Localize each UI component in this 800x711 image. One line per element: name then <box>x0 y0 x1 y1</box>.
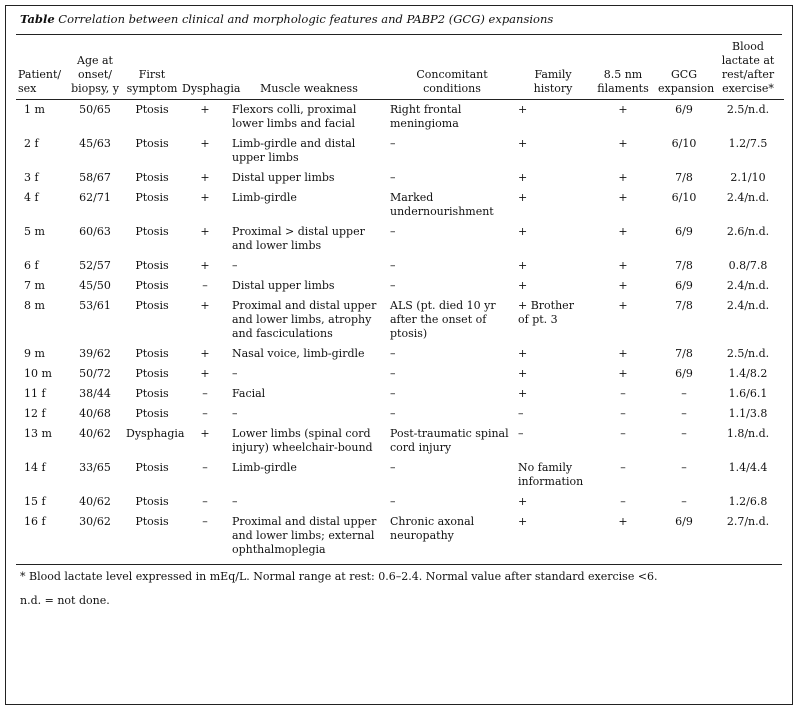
cell-concomitant-conditions: – <box>390 461 396 474</box>
header-line: exercise* <box>722 82 774 95</box>
cell-blood-lactate: 1.6/6.1 <box>728 387 768 400</box>
cell-gcg-expansion: – <box>681 495 687 508</box>
cell-filaments: – <box>620 461 626 474</box>
header-line: conditions <box>423 82 481 95</box>
cell-gcg-expansion: – <box>681 461 687 474</box>
header-line: expansion <box>658 82 715 95</box>
cell-concomitant-conditions: – <box>390 279 396 292</box>
cell-filaments: + <box>618 279 628 292</box>
header-line: sex <box>18 82 37 95</box>
cell-patient-sex: 12 f <box>24 407 46 420</box>
cell-blood-lactate: 2.4/n.d. <box>726 191 770 204</box>
cell-filaments: + <box>618 367 628 380</box>
cell-patient-sex: 11 f <box>24 387 46 400</box>
cell-muscle-weakness: Distal upper limbs <box>232 171 335 184</box>
cell-age-onset-biopsy: 53/61 <box>79 299 111 312</box>
header-row <box>16 40 784 100</box>
header-family-history <box>516 40 590 100</box>
table-row <box>16 256 784 276</box>
footnote-lactate: * Blood lactate level expressed in mEq/L. Normal range at rest: 0.6–2.4. Normal value after standard exercise <6. <box>20 570 658 583</box>
cell-filaments: + <box>618 103 628 116</box>
cell-muscle-weakness: Proximal and distal upper and lower limbs; external ophthalmoplegia <box>232 515 377 556</box>
cell-concomitant-conditions: – <box>390 171 396 184</box>
cell-blood-lactate: 2.5/n.d. <box>726 347 770 360</box>
cell-age-onset-biopsy: 40/62 <box>79 495 111 508</box>
cell-concomitant-conditions: – <box>390 225 396 238</box>
cell-family-history: + <box>518 191 528 204</box>
cell-muscle-weakness: Proximal > distal upper and lower limbs <box>232 225 365 252</box>
cell-patient-sex: 4 f <box>24 191 39 204</box>
header-muscle-weakness <box>230 40 388 100</box>
cell-dysphagia: – <box>202 387 208 400</box>
cell-family-history: + <box>518 387 528 400</box>
cell-muscle-weakness: – <box>232 259 238 272</box>
cell-gcg-expansion: – <box>681 427 687 440</box>
cell-blood-lactate: 2.1/10 <box>730 171 766 184</box>
cell-first-symptom: Ptosis <box>135 299 169 312</box>
cell-blood-lactate: 2.4/n.d. <box>726 279 770 292</box>
cell-family-history: + <box>518 225 528 238</box>
cell-first-symptom: Ptosis <box>135 225 169 238</box>
table-row <box>16 134 784 168</box>
cell-family-history: + <box>518 137 528 150</box>
cell-patient-sex: 13 m <box>24 427 52 440</box>
cell-age-onset-biopsy: 52/57 <box>79 259 111 272</box>
cell-muscle-weakness: Facial <box>232 387 266 400</box>
table-row <box>16 188 784 222</box>
cell-gcg-expansion: 6/9 <box>675 515 693 528</box>
table-row <box>16 404 784 424</box>
cell-filaments: + <box>618 299 628 312</box>
cell-age-onset-biopsy: 45/50 <box>79 279 111 292</box>
cell-first-symptom: Ptosis <box>135 367 169 380</box>
table-row <box>16 364 784 384</box>
cell-blood-lactate: 2.7/n.d. <box>726 515 770 528</box>
cell-age-onset-biopsy: 40/62 <box>79 427 111 440</box>
cell-muscle-weakness: Flexors colli, proximal lower limbs and facial <box>232 103 357 130</box>
cell-dysphagia: + <box>200 171 210 184</box>
cell-filaments: + <box>618 515 628 528</box>
cell-first-symptom: Ptosis <box>135 103 169 116</box>
cell-age-onset-biopsy: 30/62 <box>79 515 111 528</box>
table-row <box>16 344 784 364</box>
cell-muscle-weakness: Distal upper limbs <box>232 279 335 292</box>
table-row <box>16 100 784 134</box>
cell-age-onset-biopsy: 45/63 <box>79 137 111 150</box>
caption-text: Correlation between clinical and morphologic features and PABP2 (GCG) expansions <box>58 12 554 26</box>
top-rule <box>16 34 782 35</box>
cell-patient-sex: 16 f <box>24 515 46 528</box>
cell-filaments: + <box>618 347 628 360</box>
cell-family-history: – <box>518 407 524 420</box>
cell-muscle-weakness: Limb-girdle <box>232 461 297 474</box>
cell-patient-sex: 1 m <box>24 103 45 116</box>
cell-patient-sex: 10 m <box>24 367 52 380</box>
cell-age-onset-biopsy: 40/68 <box>79 407 111 420</box>
cell-family-history: – <box>518 427 524 440</box>
cell-concomitant-conditions: Chronic axonal neuropathy <box>390 515 475 542</box>
header-line: Age at <box>77 54 113 67</box>
cell-patient-sex: 15 f <box>24 495 46 508</box>
cell-concomitant-conditions: Right frontal meningioma <box>390 103 462 130</box>
cell-family-history: + <box>518 367 528 380</box>
cell-family-history: + <box>518 103 528 116</box>
cell-concomitant-conditions: – <box>390 407 396 420</box>
cell-first-symptom: Ptosis <box>135 191 169 204</box>
cell-gcg-expansion: 6/9 <box>675 279 693 292</box>
table-row <box>16 168 784 188</box>
table-row <box>16 424 784 458</box>
cell-first-symptom: Ptosis <box>135 407 169 420</box>
header-line: onset/ <box>78 68 112 81</box>
cell-concomitant-conditions: Post-traumatic spinal cord injury <box>390 427 509 454</box>
cell-gcg-expansion: 6/10 <box>671 137 697 150</box>
header-blood-lactate <box>712 40 784 100</box>
cell-blood-lactate: 1.4/8.2 <box>728 367 768 380</box>
header-line: GCG <box>671 68 697 81</box>
cell-blood-lactate: 1.8/n.d. <box>726 427 770 440</box>
header-line: Muscle weakness <box>260 82 358 95</box>
header-line: history <box>533 82 573 95</box>
cell-muscle-weakness: Nasal voice, limb-girdle <box>232 347 365 360</box>
cell-dysphagia: + <box>200 191 210 204</box>
cell-family-history: + <box>518 259 528 272</box>
cell-dysphagia: + <box>200 137 210 150</box>
cell-age-onset-biopsy: 50/72 <box>79 367 111 380</box>
cell-concomitant-conditions: – <box>390 137 396 150</box>
cell-gcg-expansion: – <box>681 387 687 400</box>
cell-dysphagia: + <box>200 299 210 312</box>
cell-dysphagia: – <box>202 515 208 528</box>
cell-muscle-weakness: Proximal and distal upper and lower limbs, atrophy and fasciculations <box>232 299 377 340</box>
cell-gcg-expansion: 6/10 <box>671 191 697 204</box>
cell-patient-sex: 14 f <box>24 461 46 474</box>
cell-concomitant-conditions: – <box>390 347 396 360</box>
header-line: filaments <box>597 82 649 95</box>
header-line: Blood <box>732 40 764 53</box>
cell-blood-lactate: 2.6/n.d. <box>726 225 770 238</box>
cell-age-onset-biopsy: 39/62 <box>79 347 111 360</box>
cell-concomitant-conditions: – <box>390 495 396 508</box>
cell-family-history: + <box>518 495 528 508</box>
table-header <box>16 40 784 100</box>
cell-dysphagia: + <box>200 367 210 380</box>
cell-family-history: + <box>518 515 528 528</box>
cell-filaments: – <box>620 387 626 400</box>
cell-blood-lactate: 2.4/n.d. <box>726 299 770 312</box>
cell-dysphagia: + <box>200 259 210 272</box>
table-body <box>16 100 784 560</box>
cell-concomitant-conditions: ALS (pt. died 10 yr after the onset of ptosis) <box>390 299 496 340</box>
cell-dysphagia: – <box>202 495 208 508</box>
table-caption <box>20 12 553 26</box>
cell-patient-sex: 7 m <box>24 279 45 292</box>
table-row <box>16 492 784 512</box>
cell-dysphagia: + <box>200 427 210 440</box>
cell-filaments: + <box>618 191 628 204</box>
cell-concomitant-conditions: – <box>390 259 396 272</box>
cell-first-symptom: Ptosis <box>135 347 169 360</box>
cell-blood-lactate: 1.2/7.5 <box>728 137 768 150</box>
cell-filaments: + <box>618 259 628 272</box>
cell-first-symptom: Ptosis <box>135 495 169 508</box>
cell-gcg-expansion: 6/9 <box>675 225 693 238</box>
cell-gcg-expansion: 6/9 <box>675 103 693 116</box>
header-line: Patient/ <box>18 68 62 81</box>
cell-filaments: + <box>618 171 628 184</box>
cell-first-symptom: Ptosis <box>135 279 169 292</box>
header-line: First <box>138 68 166 81</box>
cell-family-history: No family information <box>518 461 584 488</box>
cell-age-onset-biopsy: 58/67 <box>79 171 111 184</box>
cell-blood-lactate: 1.4/4.4 <box>728 461 768 474</box>
cell-concomitant-conditions: – <box>390 387 396 400</box>
header-line: Family <box>534 68 572 81</box>
table-row <box>16 384 784 404</box>
cell-filaments: + <box>618 137 628 150</box>
header-line: Concomitant <box>416 68 488 81</box>
header-line: symptom <box>126 82 178 95</box>
cell-first-symptom: Ptosis <box>135 137 169 150</box>
cell-first-symptom: Dysphagia <box>126 427 185 440</box>
cell-gcg-expansion: 7/8 <box>675 171 693 184</box>
cell-filaments: + <box>618 225 628 238</box>
cell-dysphagia: + <box>200 347 210 360</box>
cell-dysphagia: – <box>202 279 208 292</box>
header-line: 8.5 nm <box>603 68 643 81</box>
cell-gcg-expansion: – <box>681 407 687 420</box>
cell-gcg-expansion: 6/9 <box>675 367 693 380</box>
cell-patient-sex: 3 f <box>24 171 39 184</box>
cell-dysphagia: – <box>202 407 208 420</box>
cell-first-symptom: Ptosis <box>135 259 169 272</box>
header-filaments <box>590 40 656 100</box>
caption-label: Table <box>20 12 55 26</box>
header-patient-sex <box>16 40 66 100</box>
cell-gcg-expansion: 7/8 <box>675 299 693 312</box>
table-row <box>16 512 784 560</box>
cell-muscle-weakness: Lower limbs (spinal cord injury) wheelchair-bound <box>232 427 373 454</box>
cell-family-history: + <box>518 347 528 360</box>
cell-dysphagia: – <box>202 461 208 474</box>
header-age-onset-biopsy <box>66 40 124 100</box>
table-row <box>16 222 784 256</box>
cell-concomitant-conditions: – <box>390 367 396 380</box>
cell-blood-lactate: 1.2/6.8 <box>728 495 768 508</box>
header-gcg-expansion <box>656 40 715 100</box>
cell-patient-sex: 2 f <box>24 137 39 150</box>
cell-muscle-weakness: – <box>232 407 238 420</box>
cell-muscle-weakness: Limb-girdle and distal upper limbs <box>232 137 356 164</box>
header-line: rest/after <box>721 68 775 81</box>
table-row <box>16 458 784 492</box>
cell-family-history: + <box>518 171 528 184</box>
header-concomitant-conditions <box>388 40 516 100</box>
cell-patient-sex: 8 m <box>24 299 45 312</box>
cell-age-onset-biopsy: 50/65 <box>79 103 111 116</box>
cell-muscle-weakness: – <box>232 367 238 380</box>
cell-gcg-expansion: 7/8 <box>675 259 693 272</box>
header-dysphagia <box>180 40 241 100</box>
data-table <box>16 40 784 560</box>
cell-first-symptom: Ptosis <box>135 461 169 474</box>
header-first-symptom <box>124 40 180 100</box>
cell-filaments: – <box>620 407 626 420</box>
cell-muscle-weakness: – <box>232 495 238 508</box>
cell-first-symptom: Ptosis <box>135 171 169 184</box>
cell-age-onset-biopsy: 38/44 <box>79 387 111 400</box>
cell-filaments: – <box>620 495 626 508</box>
cell-patient-sex: 5 m <box>24 225 45 238</box>
header-line: Dysphagia <box>182 82 241 95</box>
cell-age-onset-biopsy: 60/63 <box>79 225 111 238</box>
table-row <box>16 296 784 344</box>
cell-muscle-weakness: Limb-girdle <box>232 191 297 204</box>
cell-first-symptom: Ptosis <box>135 515 169 528</box>
cell-family-history: + Brother of pt. 3 <box>518 299 574 326</box>
header-line: biopsy, y <box>71 82 119 95</box>
cell-filaments: – <box>620 427 626 440</box>
cell-blood-lactate: 1.1/3.8 <box>728 407 768 420</box>
header-line: lactate at <box>721 54 775 67</box>
cell-age-onset-biopsy: 62/71 <box>79 191 111 204</box>
cell-concomitant-conditions: Marked undernourishment <box>390 191 494 218</box>
cell-dysphagia: + <box>200 103 210 116</box>
cell-gcg-expansion: 7/8 <box>675 347 693 360</box>
footnote-nd: n.d. = not done. <box>20 594 110 607</box>
cell-first-symptom: Ptosis <box>135 387 169 400</box>
cell-age-onset-biopsy: 33/65 <box>79 461 111 474</box>
cell-patient-sex: 6 f <box>24 259 39 272</box>
table-row <box>16 276 784 296</box>
cell-patient-sex: 9 m <box>24 347 45 360</box>
bottom-rule <box>16 564 782 565</box>
cell-blood-lactate: 0.8/7.8 <box>728 259 768 272</box>
cell-blood-lactate: 2.5/n.d. <box>726 103 770 116</box>
cell-family-history: + <box>518 279 528 292</box>
table-frame <box>5 5 793 705</box>
cell-dysphagia: + <box>200 225 210 238</box>
